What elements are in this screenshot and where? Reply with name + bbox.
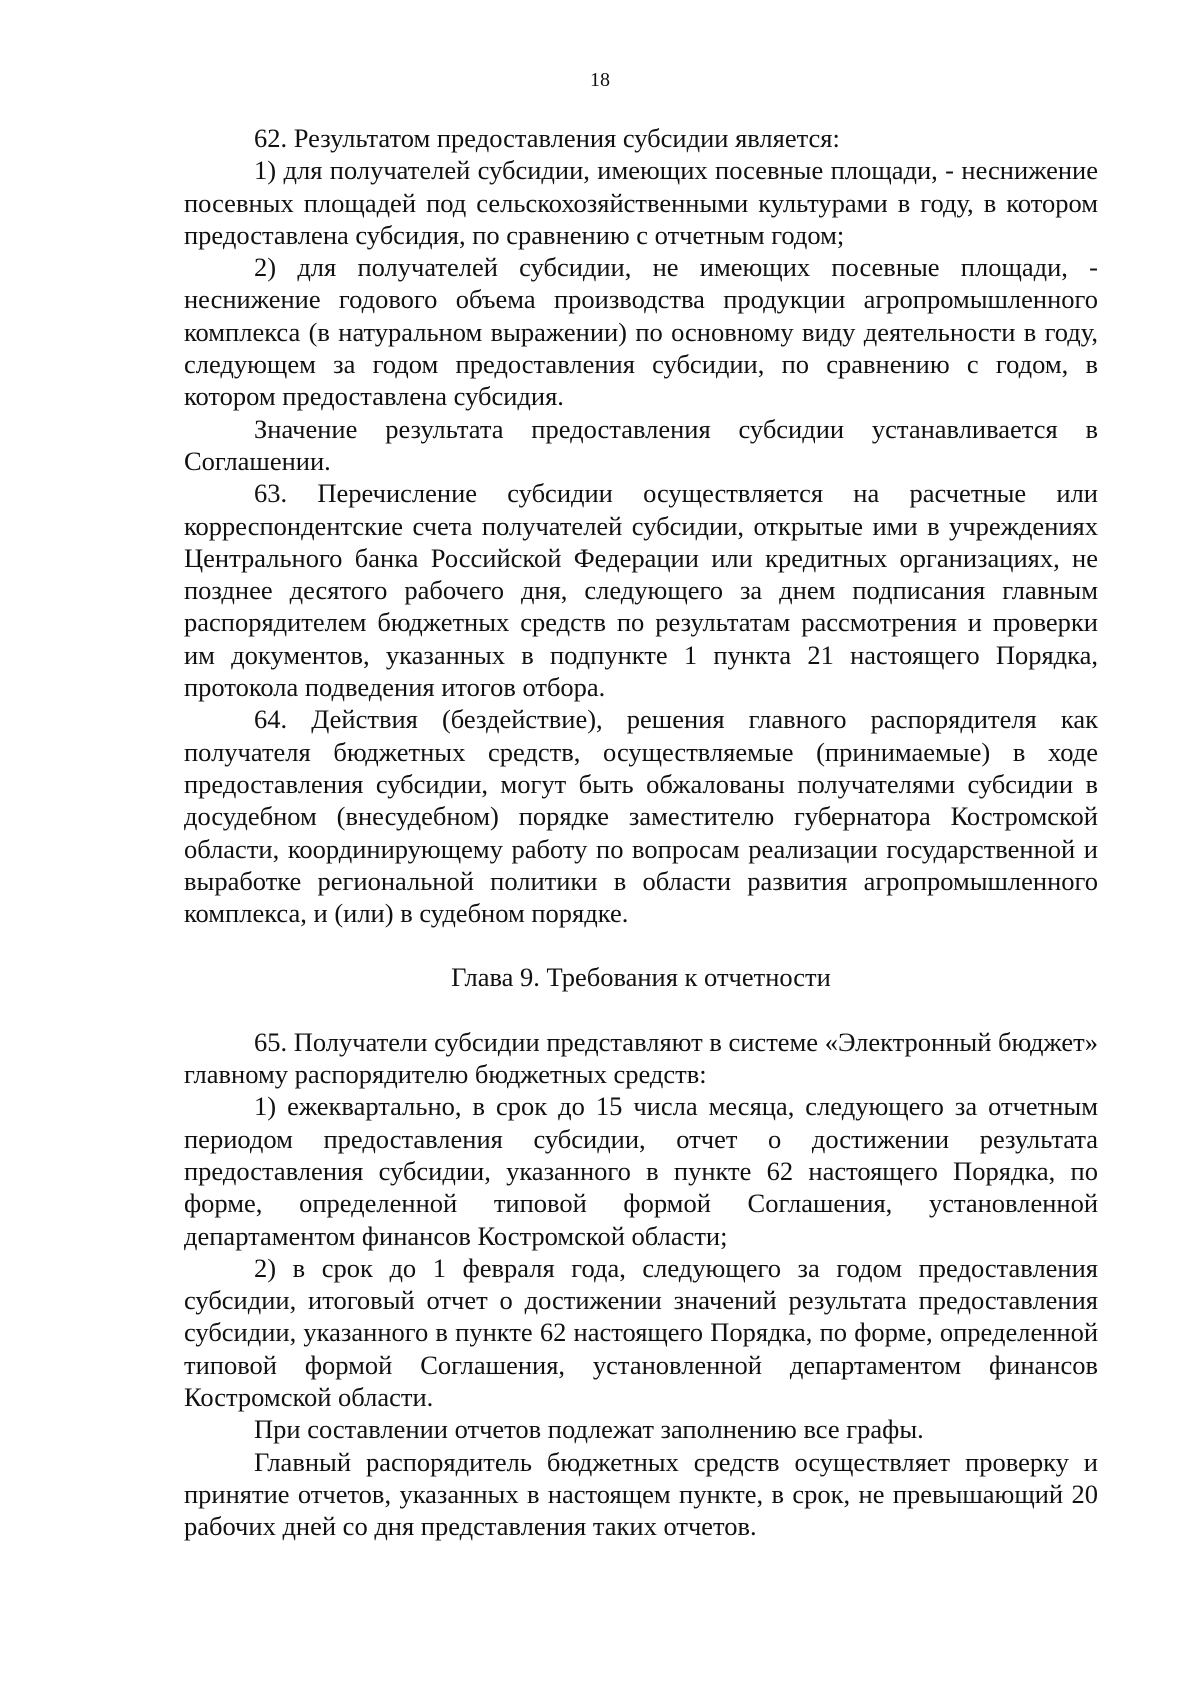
page-number: 18 [590,69,610,91]
paragraph-62: 62. Результатом предоставления субсидии является: [254,123,840,153]
paragraph-62-item-1: 1) для получателей субсидии, имеющих посевные площади, - неснижение посевных площадей под сельскохозяйственными культурами в году, в котором предоставлена субсидия, по сравнению с отчетным годом; [184,155,1098,250]
paragraph-62-result-value: Значение результата предоставления субсидии устанавливается в Соглашении. [184,413,1098,476]
document-body [184,122,1098,1542]
paragraph-65-all-fields: При составлении отчетов подлежат заполнению все графы. [254,1414,924,1445]
paragraph-65-item-1: 1) ежеквартально, в срок до 15 числа месяца, следующего за отчетным периодом предоставления субсидии, отчет о достижении результата предоставления субсидии, указанного в пункте 62 настоящего Порядка, по форме, определенной типовой формой Соглашения, установленной департаментом финансов Костромской области; [184,1091,1098,1251]
paragraph-62-item-2: 2) для получателей субсидии, не имеющих посевные площади, - неснижение годового объема производства продукции агропромышленного комплекса (в натуральном выражении) по основному виду деятельности в году, следующем за годом предоставления субсидии, по сравнению с годом, в котором предоставлена субсидия. [184,252,1098,412]
paragraph-64: 64. Действия (бездействие), решения главного распорядителя как получателя бюджетных средств, осуществляемые (принимаемые) в ходе предоставления субсидии, могут быть обжалованы получателями субсидии в досудебном (внесудебном) порядке заместителю губернатора Костромской области, координирующему работу по вопросам реализации государственной и выработке региональной политики в области развития агропромышленного комплекса, и (или) в судебном порядке. [184,704,1098,929]
paragraph-65: 65. Получатели субсидии представляют в системе «Электронный бюджет» главному распорядителю бюджетных средств: [184,1026,1098,1090]
paragraph-65-item-2: 2) в срок до 1 февраля года, следующего за годом предоставления субсидии, итоговый отчет о достижении значений результата предоставления субсидии, указанного в пункте 62 настоящего Порядка, по форме, определенной типовой формой Соглашения, установленной департаментом финансов Костромской области. [184,1252,1098,1412]
paragraph-63: 63. Перечисление субсидии осуществляется на расчетные или корреспондентские счета получателей субсидии, открытые ими в учреждениях Центрального банка Российской Федерации или кредитных организациях, не позднее десятого рабочего дня, следующего за днем подписания главным распорядителем бюджетных средств по результатам рассмотрения и проверки им документов, указанных в подпункте 1 пункта 21 настоящего Порядка, протокола подведения итогов отбора. [184,478,1098,703]
paragraph-65-verification: Главный распорядитель бюджетных средств осуществляет проверку и принятие отчетов, указанных в настоящем пункте, в срок, не превышающий 20 рабочих дней со дня представления таких отчетов. [184,1446,1098,1542]
chapter-heading: Глава 9. Требования к отчетности [451,962,831,993]
